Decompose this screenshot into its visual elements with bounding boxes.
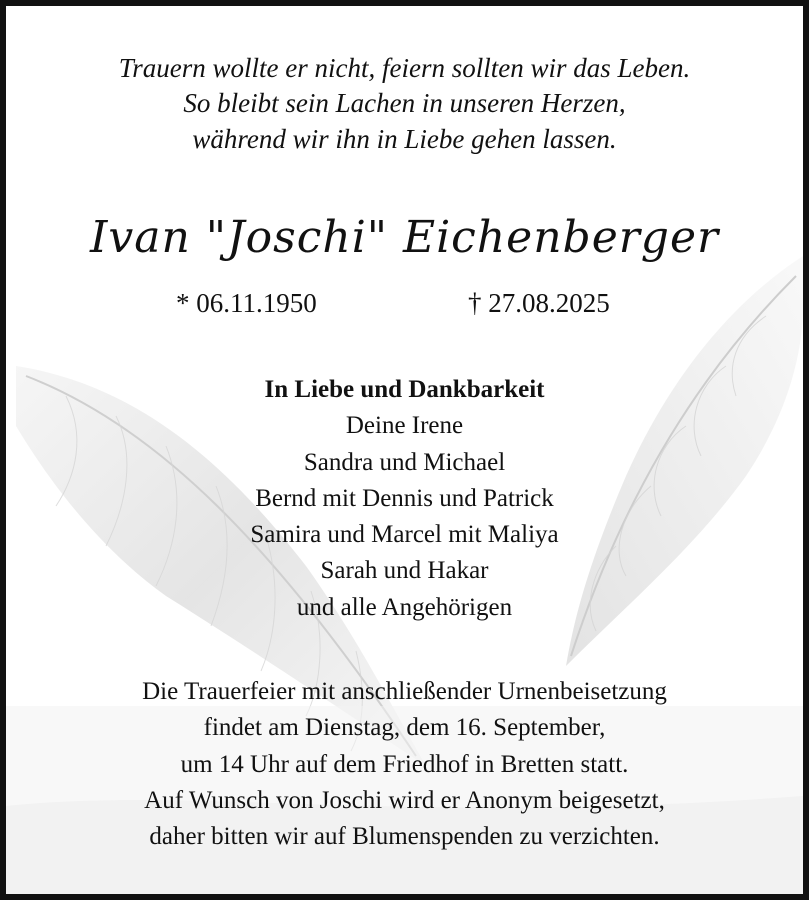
obituary-content — [6, 6, 803, 894]
poem-line-3: während wir ihn in Liebe gehen lassen. — [192, 124, 617, 154]
poem-line-2: So bleibt sein Lachen in unseren Herzen, — [183, 88, 626, 118]
mourner-line: Samira und Marcel mit Maliya — [250, 521, 559, 548]
mourner-line: und alle Angehörigen — [296, 594, 513, 621]
notice-line: daher bitten wir auf Blumenspenden zu verzichten. — [149, 823, 660, 850]
death-date: † 27.08.2025 — [468, 288, 610, 318]
notice-line: Auf Wunsch von Joschi wird er Anonym beigesetzt, — [144, 787, 665, 814]
deceased-name: Ivan "Joschi" Eichenberger — [89, 212, 720, 263]
notice-line: Die Trauerfeier mit anschließender Urnenbeisetzung — [142, 678, 667, 705]
mourner-line: Deine Irene — [345, 412, 464, 439]
notice-line: findet am Dienstag, dem 16. September, — [203, 714, 606, 741]
birth-date: * 06.11.1950 — [176, 288, 317, 318]
mourner-line: Sandra und Michael — [303, 449, 506, 476]
notice-line: um 14 Uhr auf dem Friedhof in Bretten statt. — [180, 751, 629, 778]
mourner-line: Bernd mit Dennis und Patrick — [255, 485, 554, 512]
mourners-heading: In Liebe und Dankbarkeit — [264, 376, 545, 403]
mourner-line: Sarah und Hakar — [320, 557, 489, 584]
poem-line-1: Trauern wollte er nicht, feiern sollten wir das Leben. — [118, 53, 691, 83]
life-dates — [6, 288, 803, 322]
